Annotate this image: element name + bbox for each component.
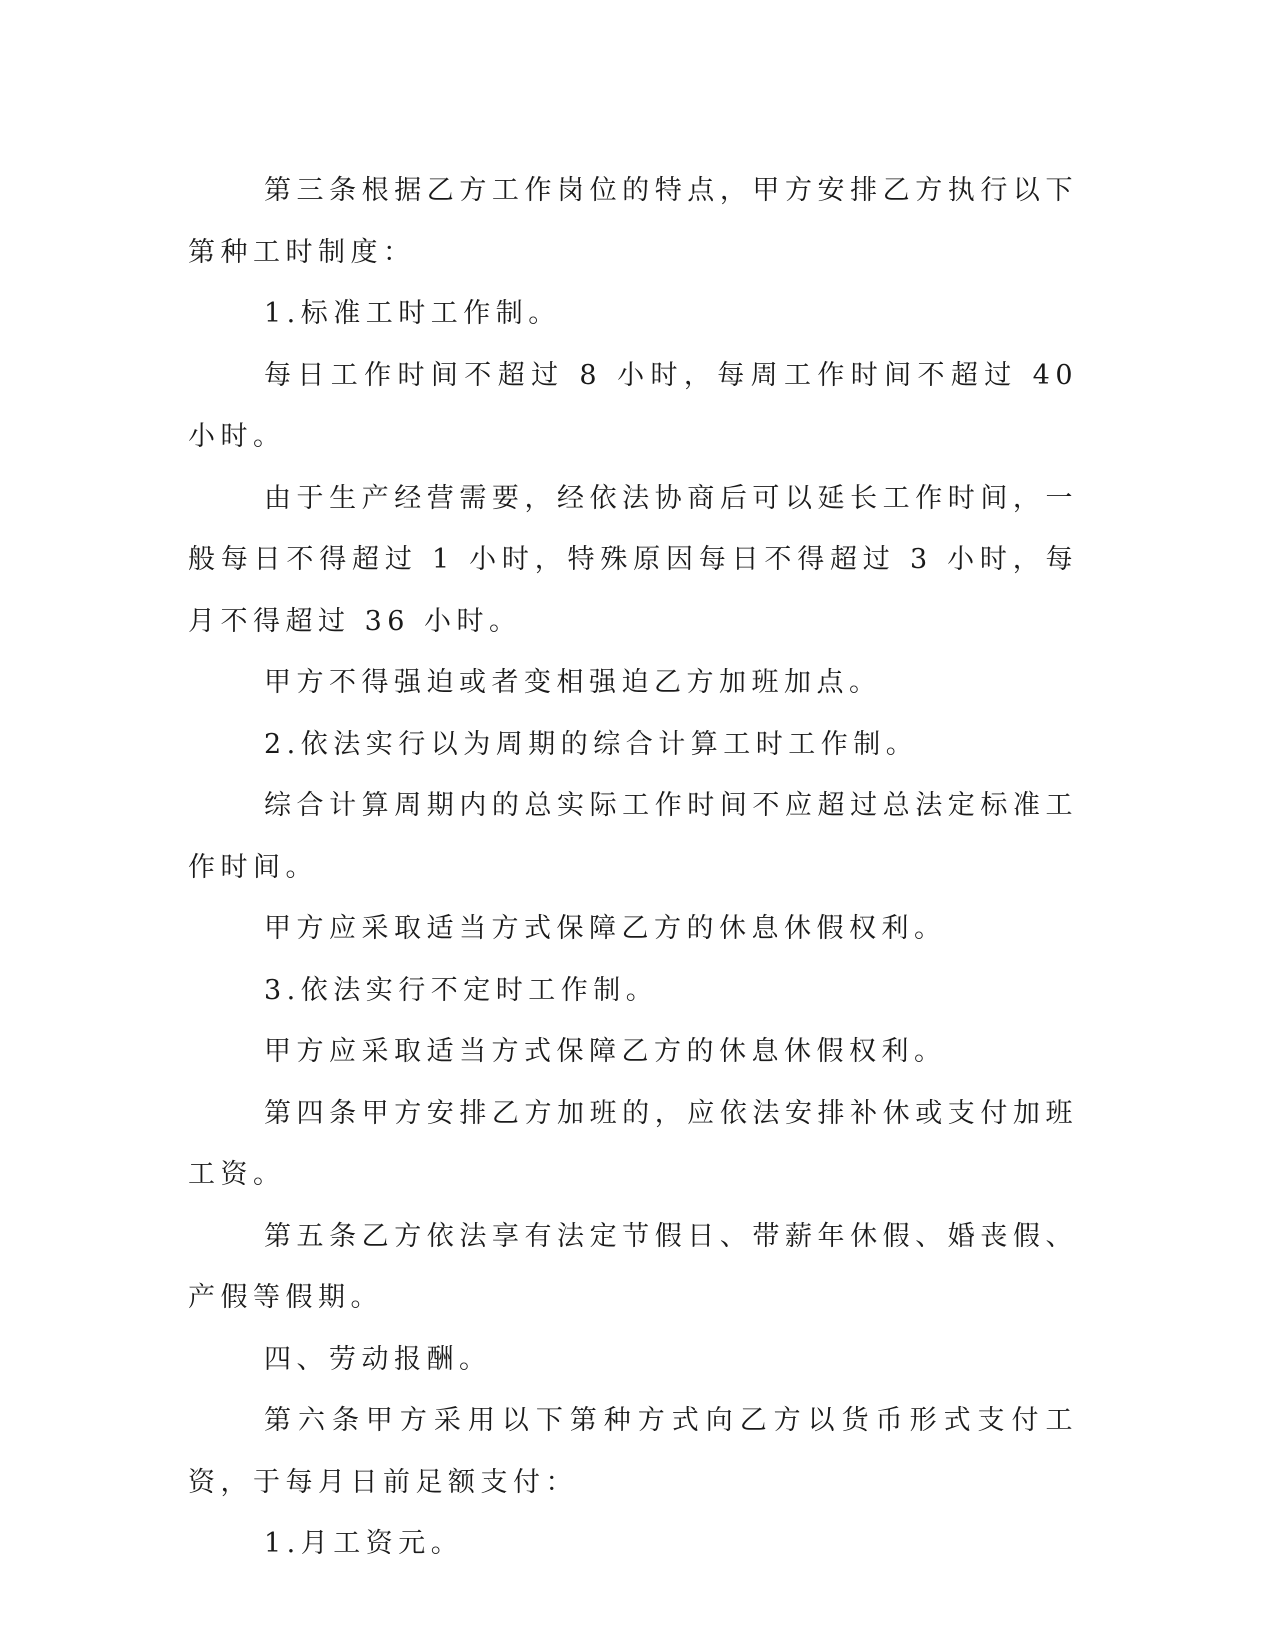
paragraph-comprehensive-limit: 综合计算周期内的总实际工作时间不应超过总法定标准工作时间。	[188, 790, 1078, 883]
paragraph-daily-weekly-limit: 每日工作时间不超过 8 小时，每周工作时间不超过 40 小时。	[188, 359, 1078, 452]
paragraph-rest-rights-1: 甲方应采取适当方式保障乙方的休息休假权利。	[264, 913, 947, 944]
paragraph-no-forced-overtime: 甲方不得强迫或者变相强迫乙方加班加点。	[264, 667, 882, 698]
paragraph-comprehensive-hours: 2.依法实行以为周期的综合计算工时工作制。	[264, 728, 919, 760]
paragraph-article-3: 第三条根据乙方工作岗位的特点，甲方安排乙方执行以下第种工时制度：	[188, 175, 1078, 268]
paragraph-overtime-limit: 由于生产经营需要，经依法协商后可以延长工作时间，一般每日不得超过 1 小时，特殊原因每日不得超过 3 小时，每月不得超过 36 小时。	[188, 482, 1078, 637]
paragraph-flexible-hours: 3.依法实行不定时工作制。	[264, 974, 659, 1006]
paragraph-rest-rights-2: 甲方应采取适当方式保障乙方的休息休假权利。	[264, 1036, 947, 1067]
section-heading-remuneration: 四、劳动报酬。	[264, 1343, 492, 1375]
paragraph-article-5: 第五条乙方依法享有法定节假日、带薪年休假、婚丧假、产假等假期。	[188, 1220, 1078, 1313]
paragraph-article-6: 第六条甲方采用以下第种方式向乙方以货币形式支付工资，于每月日前足额支付：	[188, 1405, 1078, 1498]
paragraph-standard-hours: 1.标准工时工作制。	[264, 298, 561, 329]
paragraph-monthly-wage: 1.月工资元。	[264, 1528, 464, 1559]
paragraph-article-4: 第四条甲方安排乙方加班的，应依法安排补休或支付加班工资。	[188, 1097, 1078, 1190]
document-body	[188, 160, 1078, 1575]
